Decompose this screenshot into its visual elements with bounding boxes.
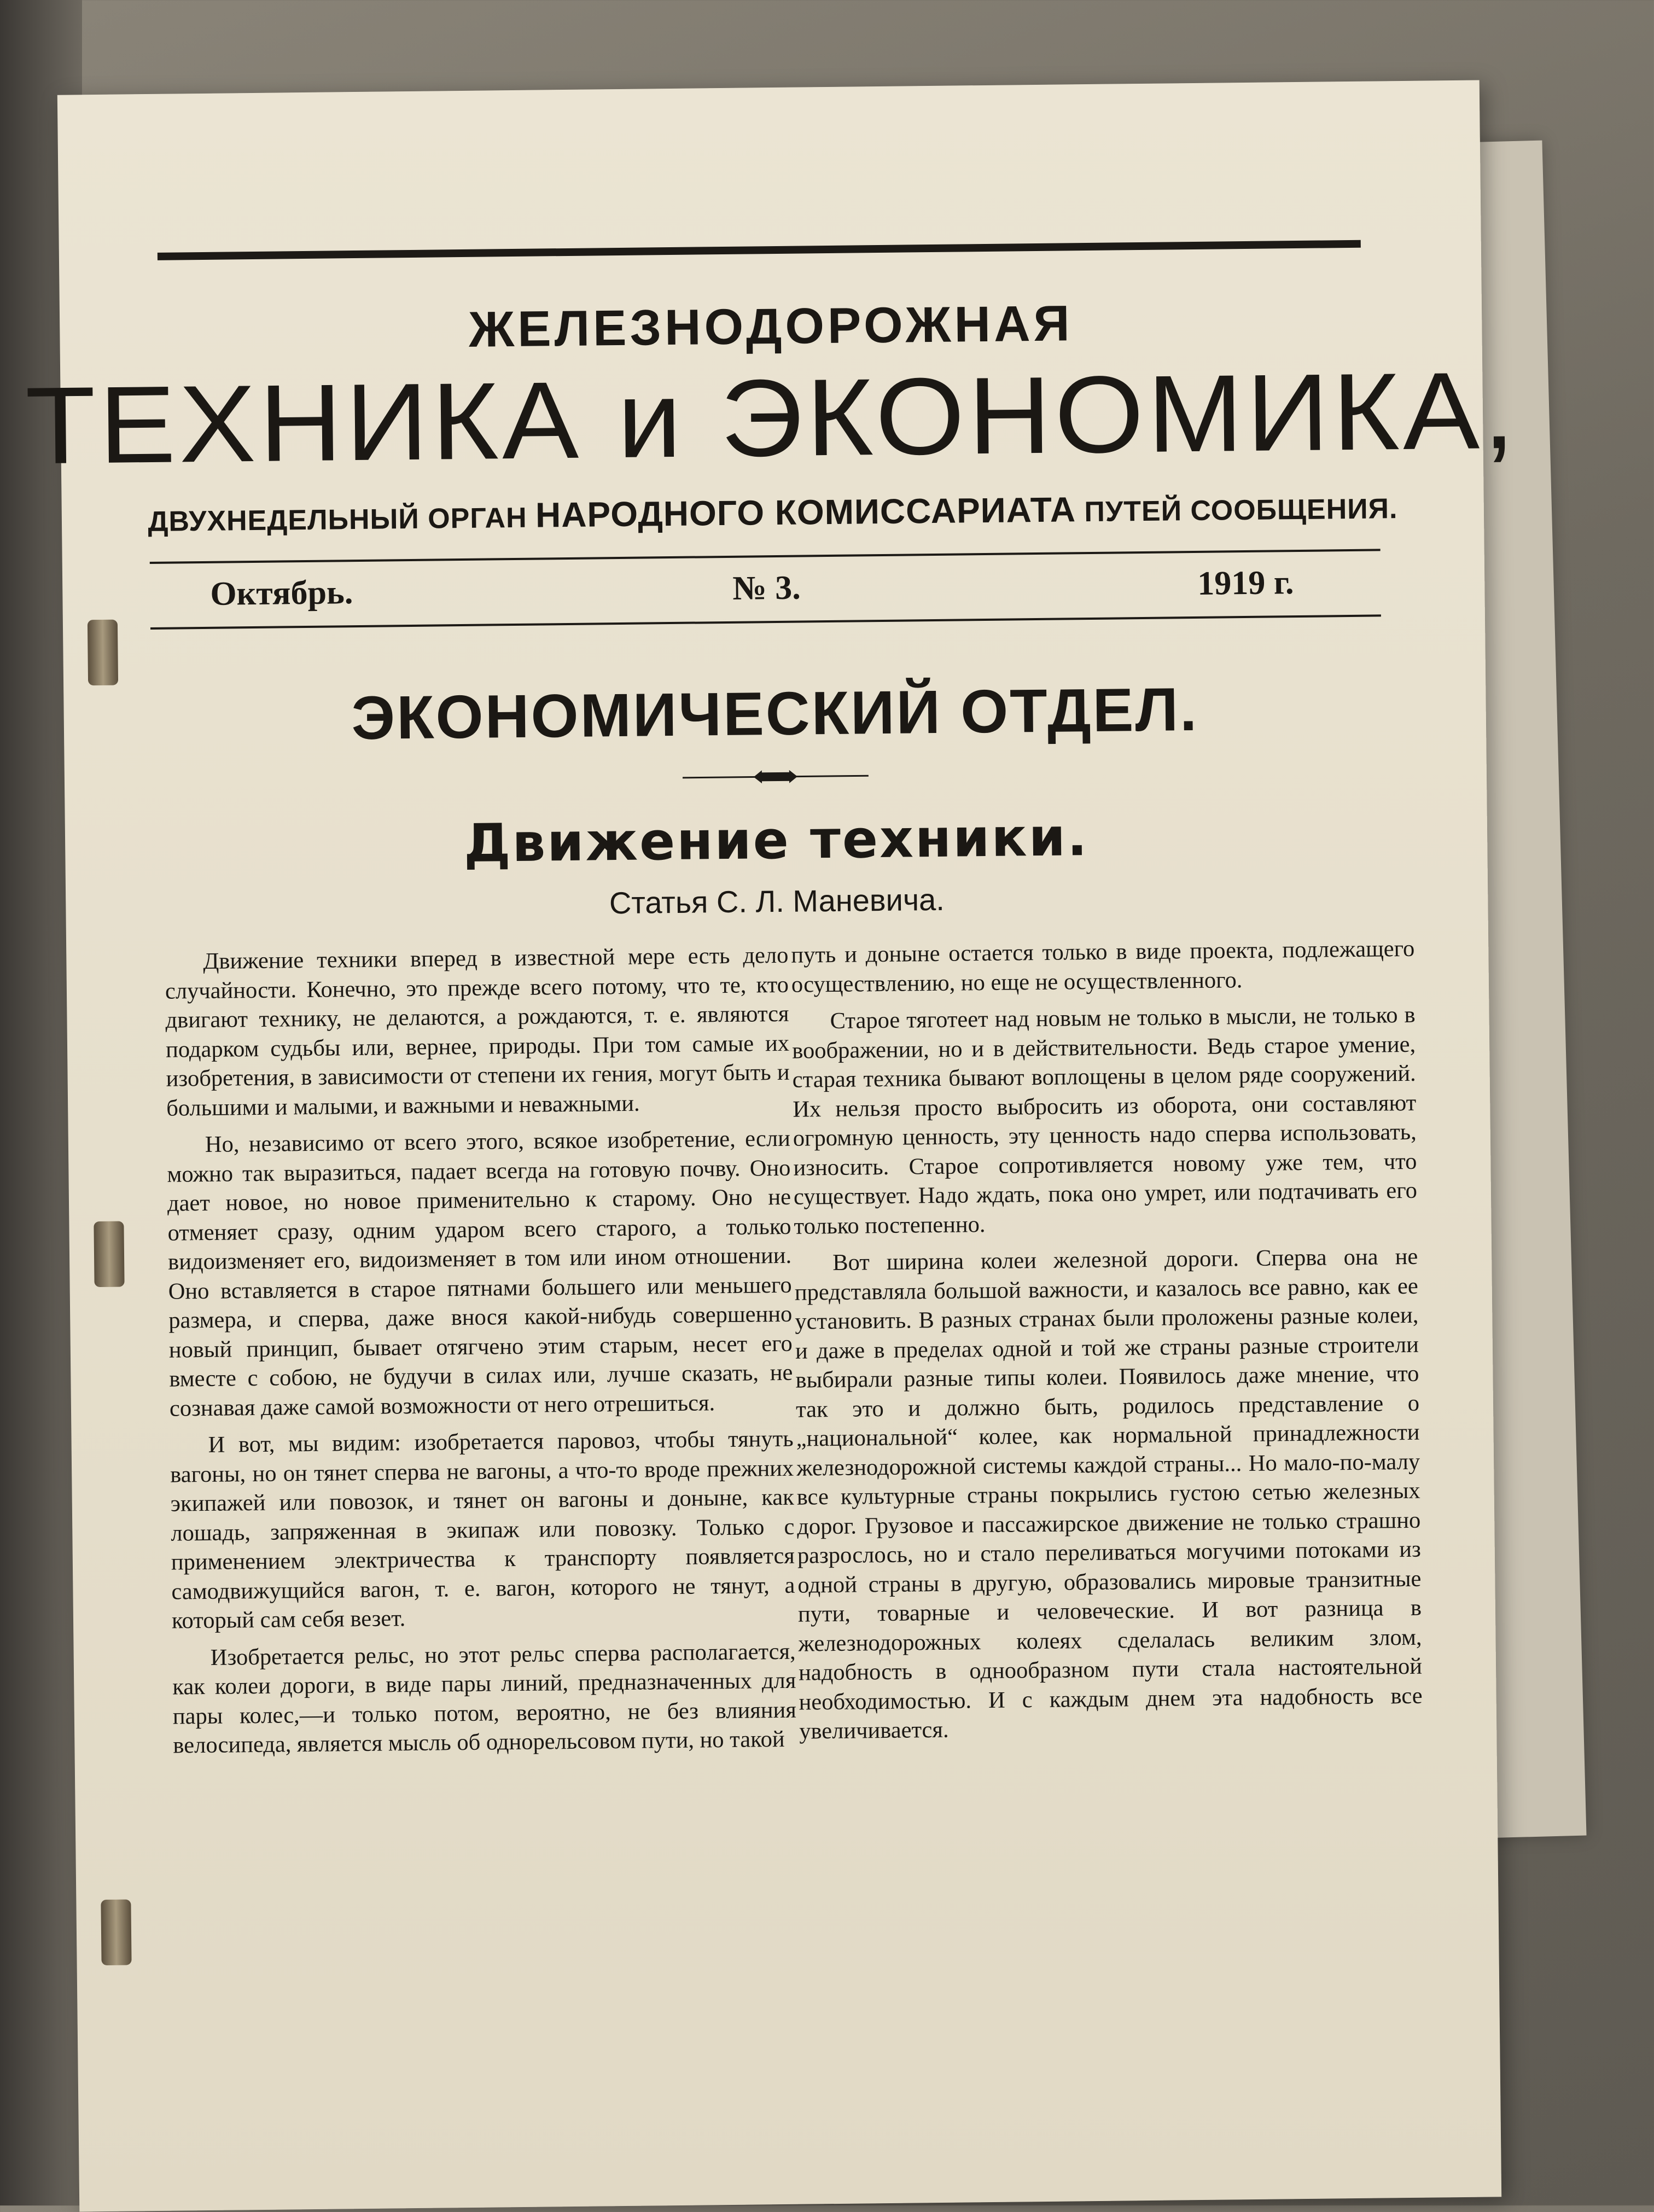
- subtitle-part-1: ДВУХНЕДЕЛЬНЫЙ ОРГАН: [148, 502, 527, 538]
- paragraph: И вот, мы видим: изобретается паровоз, чтобы тянуть вагоны, но он тянет сперва не вагоны, а что-то вроде прежних экипажей или повозок, и тянет он вагоны и доныне, как лошадь, запряженная в экипаж или повозку. Только с применением электричества к транспорту появляется самодвижущийся вагон, т. е. вагон, которого не тянут, а который сам себя везет.: [170, 1425, 795, 1634]
- masthead-top-rule: [158, 240, 1361, 260]
- paragraph: Движение техники вперед в известной мере есть дело случайности. Конечно, это прежде всего потому, что те, кто двигают технику, не делаются, а рождаются, т. е. являются подарком судьбы или, вернее, природы. При том самые их изобретения, в зависимости от степени их гения, могут быть и большими и малыми, и важными и неважными.: [165, 942, 790, 1121]
- binding-staple: [101, 1899, 131, 1965]
- magazine-page: [25, 80, 1519, 2211]
- masthead-subtitle: [62, 485, 1484, 540]
- article-title: Движение техники.: [463, 806, 1089, 875]
- dateline-top-rule: [150, 549, 1381, 564]
- article-column-right: [791, 934, 1423, 1754]
- dateline-bottom-rule: [150, 614, 1381, 630]
- masthead-top-line: ЖЕЛЕЗНОДОРОЖНАЯ: [468, 295, 1074, 358]
- paragraph: Но, независимо от всего этого, всякое изобретение, если можно так выразиться, падает всегда на готовую почву. Оно дает новое, но новое применительно к старому. Оно не отменяет сразу, одним ударом всего старого, а только видоизменяет его, видоизменяет в том или ином отношении. Оно вставляется в старое пятнами большего или меньшего размера, и сперва, даже внося какой-нибудь совершенно новый принцип, бывает отягчено этим старым, несет его вместе с собою, не будучи в силах или, лучше сказать, не сознавая даже самой возможности от него отрешиться.: [167, 1125, 793, 1422]
- subtitle-emphasis: НАРОДНОГО КОМИССАРИАТА: [535, 490, 1076, 535]
- subtitle-part-2: ПУТЕЙ СООБЩЕНИЯ.: [1084, 493, 1398, 528]
- issue-month: Октябрь.: [210, 574, 353, 613]
- paragraph-continuation: путь и доныне остается только в виде проекта, подлежащего осуществлению, но еще не осуществленного.: [791, 935, 1415, 998]
- issue-year: 1919 г.: [1197, 564, 1294, 602]
- section-title: ЭКОНОМИЧЕСКИЙ ОТДЕЛ.: [351, 674, 1199, 753]
- paragraph: Старое тяготеет над новым не только в мысли, не только в воображении, но и в действительности. Ведь старое умение, старая техника бывают воплощены в целом ряде сооружений. Их нельзя просто выбросить из оборота, они составляют огромную ценность, эту ценность надо сперва использовать, износить. Старое сопротивляется новому уже тем, что существует. Надо ждать, пока оно умрет, или подтачивать его только постепенно.: [791, 1002, 1418, 1239]
- binding-staple: [94, 1221, 124, 1288]
- issue-number: № 3.: [732, 569, 801, 607]
- divider-ornament: [683, 765, 869, 789]
- paragraph: Изобретается рельс, но этот рельс сперва располагается, как колеи дороги, в виде пары линий, предназначенных для пары колес,—и только потом, вероятно, не без влияния велосипеда, является мысль об однорельсовом пути, но такой: [172, 1638, 797, 1759]
- article-byline: Статья С. Л. Маневича.: [609, 882, 945, 921]
- masthead-title: ТЕХНИКА и ЭКОНОМИКА,: [25, 349, 1519, 487]
- binding-staple: [88, 620, 118, 686]
- article-column-left: [165, 941, 797, 1768]
- paragraph: Вот ширина колеи железной дороги. Сперва она не представляла большой важности, и казалось все равно, как ее установить. В разных странах были проложены разные колеи, и даже в пределах одной и той же страны разные строители выбирали разные типы колеи. Появилось даже мнение, что так это и должно быть, родилось представление о „национальной“ колее, как нормальной принадлежности железнодорожной системы каждой страны... Но мало-по-малу все культурные страны покрылись густою сетью железных дорог. Грузовое и пассажирское движение не только страшно разрослось, но и стало переливаться могучими потоками из одной страны в другую, образовались мировые транзитные пути, товарные и человеческие. И вот разница в железнодорожных колеях сделалась великим злом, надобность в однообразном пути стала настоятельной необходимостью. И с каждым днем эта надобность все увеличивается.: [794, 1243, 1423, 1744]
